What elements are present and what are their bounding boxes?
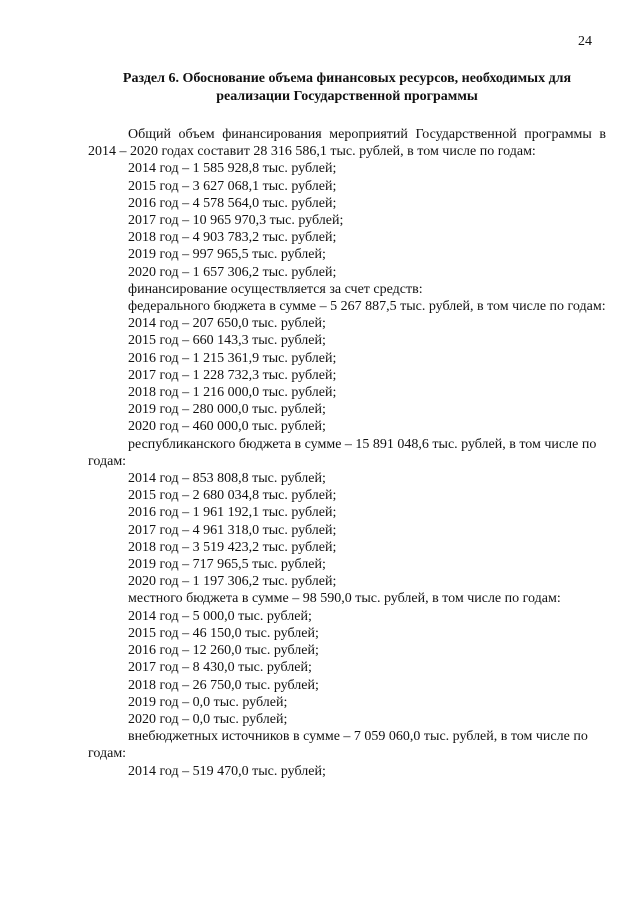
federal-year-2017: 2017 год – 1 228 732,3 тыс. рублей;: [128, 367, 337, 383]
local-year-2017: 2017 год – 8 430,0 тыс. рублей;: [128, 660, 312, 676]
local-year-2019: 2019 год – 0,0 тыс. рублей;: [128, 694, 288, 710]
extrabudget-paragraph: внебюджетных источников в сумме – 7 059 060,0 тыс. рублей, в том числе по годам:: [88, 729, 588, 762]
republic-year-2019: 2019 год – 717 965,5 тыс. рублей;: [128, 557, 326, 573]
total-year-2018: 2018 год – 4 903 783,2 тыс. рублей;: [128, 230, 337, 246]
federal-year-2018: 2018 год – 1 216 000,0 тыс. рублей;: [128, 385, 337, 401]
republic-year-2014: 2014 год – 853 808,8 тыс. рублей;: [128, 471, 326, 487]
federal-year-2016: 2016 год – 1 215 361,9 тыс. рублей;: [128, 350, 337, 366]
total-year-2014: 2014 год – 1 585 928,8 тыс. рублей;: [128, 161, 337, 177]
total-year-2016: 2016 год – 4 578 564,0 тыс. рублей;: [128, 195, 337, 211]
total-year-2017: 2017 год – 10 965 970,3 тыс. рублей;: [128, 213, 344, 229]
total-year-2019: 2019 год – 997 965,5 тыс. рублей;: [128, 247, 326, 263]
extrabudget-years-list: [88, 763, 606, 780]
local-year-2014: 2014 год – 5 000,0 тыс. рублей;: [128, 608, 312, 624]
section-heading: [88, 70, 606, 106]
section-heading-line-2: реализации Государственной программы: [216, 89, 478, 104]
federal-years-list: [88, 315, 606, 435]
document-body: [88, 126, 606, 780]
local-years-list: [88, 608, 606, 728]
section-heading-line-1: Раздел 6. Обоснование объема финансовых ресурсов, необходимых для: [122, 71, 572, 86]
federal-year-2015: 2015 год – 660 143,3 тыс. рублей;: [128, 333, 326, 349]
republic-year-2017: 2017 год – 4 961 318,0 тыс. рублей;: [128, 522, 337, 538]
total-years-list: [88, 160, 606, 280]
intro-paragraph: Общий объем финансирования мероприятий Государственной программы в 2014 – 2020 годах составит 28 316 586,1 тыс. рублей, в том числе по годам:: [88, 127, 606, 160]
total-year-2020: 2020 год – 1 657 306,2 тыс. рублей;: [128, 264, 337, 280]
local-year-2018: 2018 год – 26 750,0 тыс. рублей;: [128, 677, 319, 693]
republic-budget-paragraph: республиканского бюджета в сумме – 15 891 048,6 тыс. рублей, в том числе по годам:: [88, 436, 597, 469]
republic-year-2016: 2016 год – 1 961 192,1 тыс. рублей;: [128, 505, 337, 521]
local-year-2016: 2016 год – 12 260,0 тыс. рублей;: [128, 643, 319, 659]
total-year-2015: 2015 год – 3 627 068,1 тыс. рублей;: [128, 178, 337, 194]
federal-year-2020: 2020 год – 460 000,0 тыс. рублей;: [128, 419, 326, 435]
republic-years-list: [88, 470, 606, 590]
local-year-2020: 2020 год – 0,0 тыс. рублей;: [128, 711, 288, 727]
federal-year-2019: 2019 год – 280 000,0 тыс. рублей;: [128, 402, 326, 418]
republic-year-2020: 2020 год – 1 197 306,2 тыс. рублей;: [128, 574, 337, 590]
local-year-2015: 2015 год – 46 150,0 тыс. рублей;: [128, 625, 319, 641]
funding-intro: финансирование осуществляется за счет средств:: [128, 281, 423, 297]
local-budget-paragraph: местного бюджета в сумме – 98 590,0 тыс. рублей, в том числе по годам:: [128, 591, 561, 607]
extrabudget-year-2014: 2014 год – 519 470,0 тыс. рублей;: [128, 763, 326, 779]
page-number: 24: [578, 34, 592, 49]
republic-year-2018: 2018 год – 3 519 423,2 тыс. рублей;: [128, 539, 337, 555]
republic-year-2015: 2015 год – 2 680 034,8 тыс. рублей;: [128, 488, 337, 504]
federal-year-2014: 2014 год – 207 650,0 тыс. рублей;: [128, 316, 326, 332]
federal-budget-paragraph: федерального бюджета в сумме – 5 267 887,5 тыс. рублей, в том числе по годам:: [128, 299, 606, 315]
